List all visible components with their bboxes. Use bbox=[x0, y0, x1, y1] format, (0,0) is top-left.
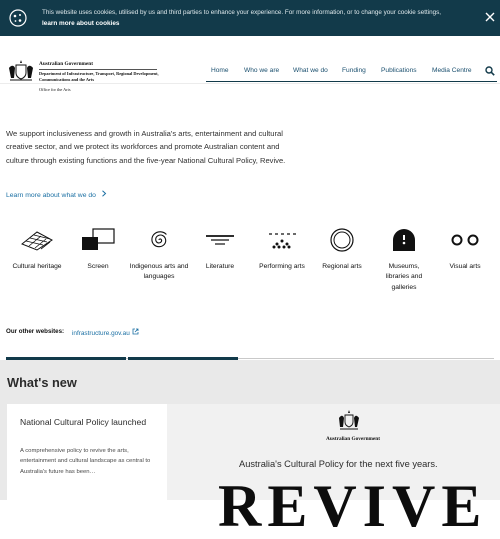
nav-what-we-do[interactable]: What we do bbox=[293, 67, 328, 74]
screen-icon bbox=[80, 228, 116, 252]
category-label: Museums, libraries and galleries bbox=[385, 263, 423, 291]
category-label: Indigenous arts and languages bbox=[129, 263, 189, 281]
other-websites-label: Our other websites: bbox=[6, 328, 65, 335]
visual-arts-icon bbox=[447, 228, 483, 252]
news-card-title[interactable]: National Cultural Policy launched bbox=[20, 417, 147, 427]
banner-word-clip bbox=[167, 404, 500, 539]
whats-new-heading: What's new bbox=[7, 375, 77, 390]
logo-department: Department of Infrastructure, Transport, Regional Development, Communications and the Arts bbox=[39, 71, 159, 82]
nav-who-we-are[interactable]: Who we are bbox=[244, 67, 280, 74]
category-cultural-heritage[interactable] bbox=[8, 228, 66, 272]
cultural-heritage-icon bbox=[19, 228, 55, 252]
learn-more-link[interactable] bbox=[6, 190, 107, 199]
logo-government: Australian Government bbox=[39, 61, 93, 67]
category-label: Visual arts bbox=[449, 263, 481, 270]
cookie-banner bbox=[0, 0, 500, 36]
category-museums[interactable] bbox=[376, 228, 432, 293]
nav-underline bbox=[206, 81, 497, 82]
category-label: Screen bbox=[87, 263, 109, 270]
search-icon[interactable] bbox=[485, 66, 495, 76]
nav-media-centre[interactable]: Media Centre bbox=[432, 67, 472, 74]
external-link-icon bbox=[132, 328, 139, 335]
category-label: Literature bbox=[205, 263, 235, 270]
category-visual-arts[interactable] bbox=[440, 228, 490, 272]
performing-arts-icon bbox=[264, 228, 300, 252]
logo-office: Office for the Arts bbox=[39, 87, 71, 92]
chevron-right-icon bbox=[101, 190, 107, 197]
category-regional-arts[interactable] bbox=[316, 228, 368, 272]
learn-more-label: Learn more about what we do bbox=[6, 192, 96, 199]
cookie-text: This website uses cookies, utilised by us and third parties to enhance your experience. For more information, or to change your cookie settings, bbox=[42, 9, 442, 16]
cookie-learn-more-link[interactable]: learn more about cookies bbox=[42, 20, 120, 27]
category-screen[interactable] bbox=[70, 228, 126, 272]
regional-arts-icon bbox=[324, 228, 360, 252]
spiral-icon bbox=[141, 228, 177, 252]
banner-government-text: Australian Government bbox=[326, 436, 380, 442]
banner-revive-word: REVIVE bbox=[218, 473, 488, 539]
cookie-icon bbox=[8, 8, 28, 28]
category-label: Performing arts bbox=[259, 263, 305, 270]
close-icon[interactable] bbox=[485, 12, 495, 22]
infrastructure-link-label: infrastructure.gov.au bbox=[72, 330, 130, 337]
category-literature[interactable] bbox=[194, 228, 246, 272]
nav-home[interactable]: Home bbox=[211, 67, 229, 74]
category-label: Regional arts bbox=[322, 263, 362, 270]
category-label: Cultural heritage bbox=[12, 263, 62, 270]
category-indigenous-arts[interactable] bbox=[129, 228, 189, 283]
logo-divider bbox=[39, 69, 157, 70]
museums-icon bbox=[386, 228, 422, 252]
coat-of-arms-logo[interactable] bbox=[7, 58, 35, 82]
literature-icon bbox=[202, 228, 238, 252]
nav-funding[interactable]: Funding bbox=[342, 67, 366, 74]
intro-paragraph: We support inclusiveness and growth in Australia's arts, entertainment and cultural creative sector, and we protect its workforces and promote Australian content and culture through existing functions and the five-year National Cultural Policy, Revive. bbox=[6, 129, 286, 165]
news-card-summary: A comprehensive policy to revive the arts, entertainment and cultural landscape as central to Australia's future has been… bbox=[20, 448, 151, 475]
infrastructure-link[interactable] bbox=[72, 328, 139, 337]
category-performing-arts[interactable] bbox=[252, 228, 312, 272]
banner-tagline: Australia's Cultural Policy for the next five years. bbox=[239, 459, 438, 469]
nav-publications[interactable]: Publications bbox=[381, 67, 417, 74]
